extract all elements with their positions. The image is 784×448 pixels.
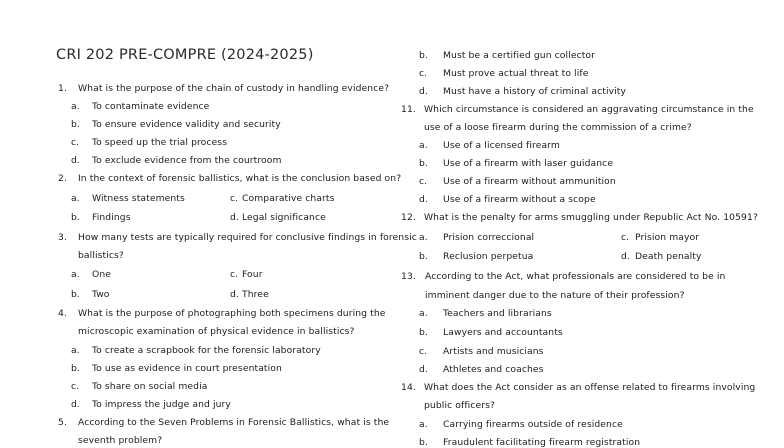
option-letter: a.	[419, 419, 428, 430]
option-letter: a.	[419, 140, 428, 151]
option-text: Must have a history of criminal activity	[443, 86, 627, 97]
document-title: CRI 202 PRE-COMPRE (2024-2025)	[56, 47, 314, 63]
option-letter: c.	[230, 193, 239, 204]
option-text: To share on social media	[92, 381, 208, 392]
option-letter: b.	[71, 119, 80, 130]
question-text: How many tests are typically required for conclusive findings in forensic	[78, 232, 417, 243]
option-letter: b.	[71, 363, 80, 374]
question-text: public officers?	[424, 400, 495, 411]
option-letter: d.	[230, 212, 239, 223]
option-text: To use as evidence in court presentation	[92, 363, 282, 374]
option-letter: a.	[71, 345, 80, 356]
question-number: 13.	[401, 271, 416, 282]
question-number: 12.	[401, 212, 416, 223]
option-letter: b.	[419, 327, 428, 338]
option-letter: b.	[419, 158, 428, 169]
question-text: According to the Seven Problems in Forensic Ballistics, what is the	[78, 417, 390, 428]
question-number: 1.	[58, 83, 67, 94]
option-letter: c.	[419, 346, 428, 357]
option-text: Use of a firearm without a scope	[443, 194, 596, 205]
option-text: Two	[92, 289, 110, 300]
option-text: To create a scrapbook for the forensic laboratory	[92, 345, 321, 356]
question-number: 11.	[401, 104, 416, 115]
option-letter: a.	[71, 101, 80, 112]
option-letter: a.	[71, 269, 80, 280]
option-text: To speed up the trial process	[92, 137, 228, 148]
question-number: 2.	[58, 173, 67, 184]
option-letter: c.	[621, 232, 630, 243]
option-text: Teachers and librarians	[443, 308, 552, 319]
option-letter: d.	[71, 399, 80, 410]
option-text: Death penalty	[635, 251, 702, 262]
question-text: What is the purpose of photographing both specimens during the	[78, 308, 386, 319]
option-text: To exclude evidence from the courtroom	[92, 155, 282, 166]
option-letter: d.	[419, 364, 428, 375]
option-letter: d.	[621, 251, 630, 262]
option-text: Artists and musicians	[443, 346, 544, 357]
option-letter: b.	[71, 289, 80, 300]
option-letter: d.	[419, 86, 428, 97]
question-text: use of a loose firearm during the commission of a crime?	[424, 122, 692, 133]
option-text: Three	[242, 289, 269, 300]
option-text: Prision mayor	[635, 232, 700, 243]
option-letter: d.	[230, 289, 239, 300]
option-text: Findings	[92, 212, 131, 223]
option-text: Use of a firearm with laser guidance	[443, 158, 614, 169]
option-letter: d.	[71, 155, 80, 166]
option-letter: d.	[419, 194, 428, 205]
option-text: Comparative charts	[242, 193, 335, 204]
question-text: Which circumstance is considered an aggravating circumstance in the	[424, 104, 754, 115]
option-text: To ensure evidence validity and security	[92, 119, 281, 130]
option-letter: c.	[71, 137, 80, 148]
question-text: What is the penalty for arms smuggling under Republic Act No. 10591?	[424, 212, 758, 223]
option-letter: c.	[419, 176, 428, 187]
option-text: Carrying firearms outside of residence	[443, 419, 623, 430]
question-text: seventh problem?	[78, 435, 163, 446]
question-text: What is the purpose of the chain of custody in handling evidence?	[78, 83, 390, 94]
option-text: Reclusion perpetua	[443, 251, 534, 262]
option-letter: b.	[419, 437, 428, 448]
option-letter: a.	[419, 308, 428, 319]
option-text: Prision correccional	[443, 232, 535, 243]
question-text: ballistics?	[78, 250, 124, 261]
option-text: To impress the judge and jury	[92, 399, 231, 410]
option-text: Athletes and coaches	[443, 364, 544, 375]
option-letter: a.	[419, 232, 428, 243]
option-letter: b.	[71, 212, 80, 223]
option-text: Must prove actual threat to life	[443, 68, 589, 79]
option-text: Four	[242, 269, 263, 280]
option-text: Use of a firearm without ammunition	[443, 176, 616, 187]
option-text: Use of a licensed firearm	[443, 140, 560, 151]
option-text: Legal significance	[242, 212, 326, 223]
option-letter: c.	[419, 68, 428, 79]
question-number: 4.	[58, 308, 67, 319]
option-text: One	[92, 269, 112, 280]
option-text: Fraudulent facilitating firearm registration	[443, 437, 641, 448]
option-letter: b.	[419, 251, 428, 262]
question-text: What does the Act consider as an offense related to firearms involving	[424, 382, 756, 393]
question-text: microscopic examination of physical evidence in ballistics?	[78, 326, 355, 337]
question-number: 3.	[58, 232, 67, 243]
option-letter: a.	[71, 193, 80, 204]
option-text: To contaminate evidence	[92, 101, 210, 112]
option-text: Must be a certified gun collector	[443, 50, 596, 61]
question-number: 5.	[58, 417, 67, 428]
question-number: 14.	[401, 382, 416, 393]
option-letter: b.	[419, 50, 428, 61]
option-text: Witness statements	[92, 193, 185, 204]
option-letter: c.	[230, 269, 239, 280]
option-letter: c.	[71, 381, 80, 392]
option-text: Lawyers and accountants	[443, 327, 563, 338]
question-text: According to the Act, what professionals are considered to be in	[425, 271, 726, 282]
question-text: imminent danger due to the nature of their profession?	[425, 290, 685, 301]
question-text: In the context of forensic ballistics, what is the conclusion based on?	[78, 173, 402, 184]
